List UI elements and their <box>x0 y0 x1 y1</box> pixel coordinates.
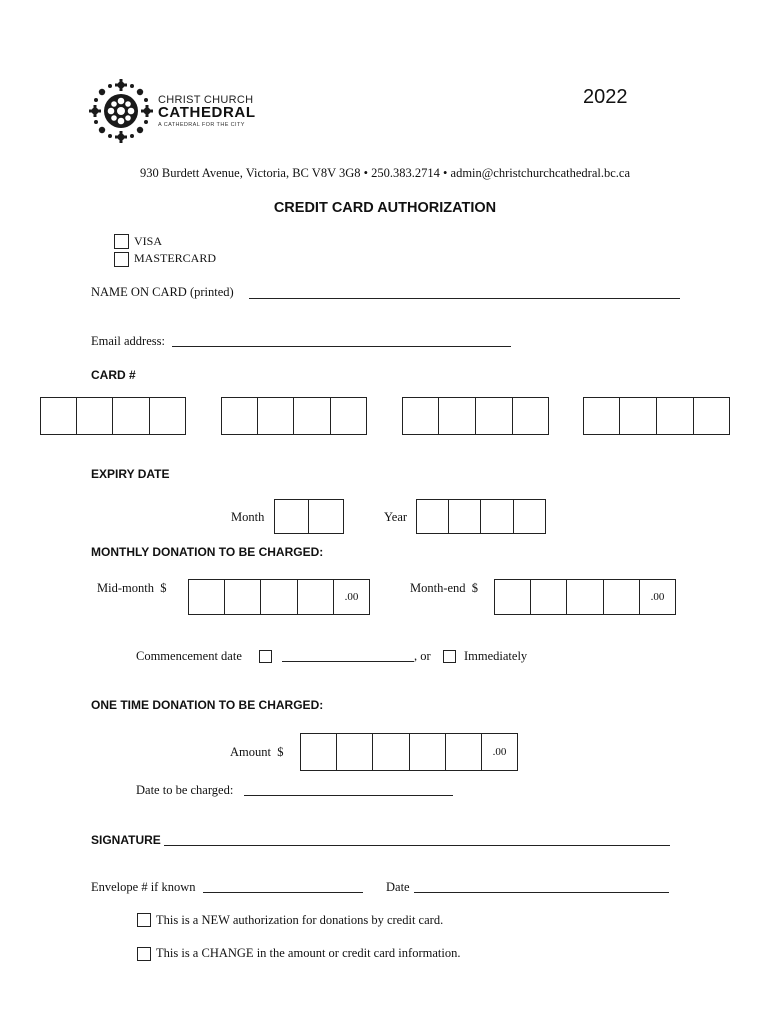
expiry-month-digit-box[interactable] <box>274 499 309 534</box>
card-digit-box[interactable] <box>258 397 294 435</box>
one-time-digit-box[interactable] <box>337 733 373 771</box>
logo-tagline: A CATHEDRAL FOR THE CITY <box>158 122 245 128</box>
one-time-cents: .00 <box>492 746 507 758</box>
one-time-amount-boxes[interactable] <box>300 733 518 771</box>
expiry-month-digit-box[interactable] <box>309 499 344 534</box>
date-to-be-charged-field[interactable] <box>244 795 453 796</box>
change-authorization-label: This is a CHANGE in the amount or credit card information. <box>156 946 461 960</box>
card-digit-box[interactable] <box>331 397 367 435</box>
expiry-month-boxes[interactable] <box>274 499 344 534</box>
month-end-digit-box[interactable] <box>531 579 567 615</box>
expiry-month-label: Month <box>231 510 265 524</box>
card-number-group-2[interactable] <box>221 397 367 435</box>
one-time-amount-label: Amount $ <box>230 745 284 759</box>
mastercard-checkbox[interactable] <box>114 252 129 267</box>
mid-month-digit-box[interactable] <box>225 579 261 615</box>
immediately-checkbox[interactable] <box>443 650 456 663</box>
month-end-digit-box[interactable] <box>567 579 604 615</box>
expiry-year-digit-box[interactable] <box>416 499 449 534</box>
card-digit-box[interactable] <box>513 397 549 435</box>
commencement-date-field[interactable] <box>282 661 414 662</box>
form-year: 2022 <box>583 86 628 108</box>
expiry-heading: EXPIRY DATE <box>91 467 170 481</box>
mid-month-label: Mid-month $ <box>97 581 167 595</box>
month-end-cents: .00 <box>650 591 665 603</box>
logo-line-2: CATHEDRAL <box>158 104 256 121</box>
new-authorization-checkbox[interactable] <box>137 913 151 927</box>
expiry-year-digit-box[interactable] <box>481 499 514 534</box>
one-time-donation-heading: ONE TIME DONATION TO BE CHARGED: <box>91 698 324 712</box>
expiry-year-digit-box[interactable] <box>514 499 546 534</box>
email-field[interactable] <box>172 346 511 347</box>
church-address: 930 Burdett Avenue, Victoria, BC V8V 3G8 • 250.383.2714 • admin@christchurchcathedral.bc.ca <box>139 166 630 180</box>
logo-line-1: CHRIST CHURCH <box>158 94 254 106</box>
card-digit-box[interactable] <box>583 397 620 435</box>
card-digit-box[interactable] <box>221 397 258 435</box>
name-on-card-field[interactable] <box>249 298 680 299</box>
month-end-digit-box[interactable] <box>604 579 640 615</box>
mid-month-digit-box[interactable] <box>261 579 298 615</box>
mid-month-cents-box <box>334 579 370 615</box>
immediately-label: Immediately <box>464 649 528 663</box>
signature-field[interactable] <box>164 845 670 846</box>
monthly-donation-heading: MONTHLY DONATION TO BE CHARGED: <box>91 545 324 559</box>
visa-label: VISA <box>134 234 163 248</box>
form-title: CREDIT CARD AUTHORIZATION <box>273 200 497 216</box>
logo <box>88 78 288 144</box>
card-digit-box[interactable] <box>294 397 331 435</box>
card-digit-box[interactable] <box>77 397 113 435</box>
card-digit-box[interactable] <box>657 397 694 435</box>
card-number-label: CARD # <box>91 368 136 382</box>
month-end-label: Month-end $ <box>410 581 479 595</box>
mid-month-amount-boxes[interactable] <box>188 579 370 615</box>
card-digit-box[interactable] <box>439 397 476 435</box>
new-authorization-label: This is a NEW authorization for donations by credit card. <box>156 913 444 927</box>
envelope-number-field[interactable] <box>203 892 363 893</box>
one-time-cents-box <box>482 733 518 771</box>
card-digit-box[interactable] <box>402 397 439 435</box>
card-digit-box[interactable] <box>40 397 77 435</box>
email-label: Email address: <box>91 334 165 348</box>
card-digit-box[interactable] <box>476 397 513 435</box>
commencement-date-checkbox[interactable] <box>259 650 272 663</box>
one-time-digit-box[interactable] <box>410 733 446 771</box>
cathedral-emblem-icon <box>88 78 154 144</box>
expiry-year-boxes[interactable] <box>416 499 546 534</box>
mid-month-digit-box[interactable] <box>188 579 225 615</box>
card-number-group-4[interactable] <box>583 397 730 435</box>
visa-checkbox[interactable] <box>114 234 129 249</box>
date-label: Date <box>386 880 410 894</box>
expiry-year-digit-box[interactable] <box>449 499 481 534</box>
mid-month-cents: .00 <box>344 591 359 603</box>
commencement-date-label: Commencement date <box>136 649 242 663</box>
month-end-cents-box <box>640 579 676 615</box>
one-time-digit-box[interactable] <box>446 733 482 771</box>
date-field[interactable] <box>414 892 669 893</box>
one-time-digit-box[interactable] <box>300 733 337 771</box>
change-authorization-checkbox[interactable] <box>137 947 151 961</box>
expiry-year-label: Year <box>384 510 408 524</box>
card-number-group-1[interactable] <box>40 397 186 435</box>
or-label: , or <box>414 649 431 663</box>
card-digit-box[interactable] <box>113 397 150 435</box>
card-number-group-3[interactable] <box>402 397 549 435</box>
mid-month-digit-box[interactable] <box>298 579 334 615</box>
card-digit-box[interactable] <box>694 397 730 435</box>
one-time-digit-box[interactable] <box>373 733 410 771</box>
mastercard-label: MASTERCARD <box>134 251 217 265</box>
date-to-be-charged-label: Date to be charged: <box>136 783 234 797</box>
month-end-digit-box[interactable] <box>494 579 531 615</box>
card-digit-box[interactable] <box>150 397 186 435</box>
month-end-amount-boxes[interactable] <box>494 579 676 615</box>
signature-label: SIGNATURE <box>91 833 161 847</box>
name-on-card-label: NAME ON CARD (printed) <box>91 285 234 299</box>
envelope-label: Envelope # if known <box>91 880 196 894</box>
card-digit-box[interactable] <box>620 397 657 435</box>
